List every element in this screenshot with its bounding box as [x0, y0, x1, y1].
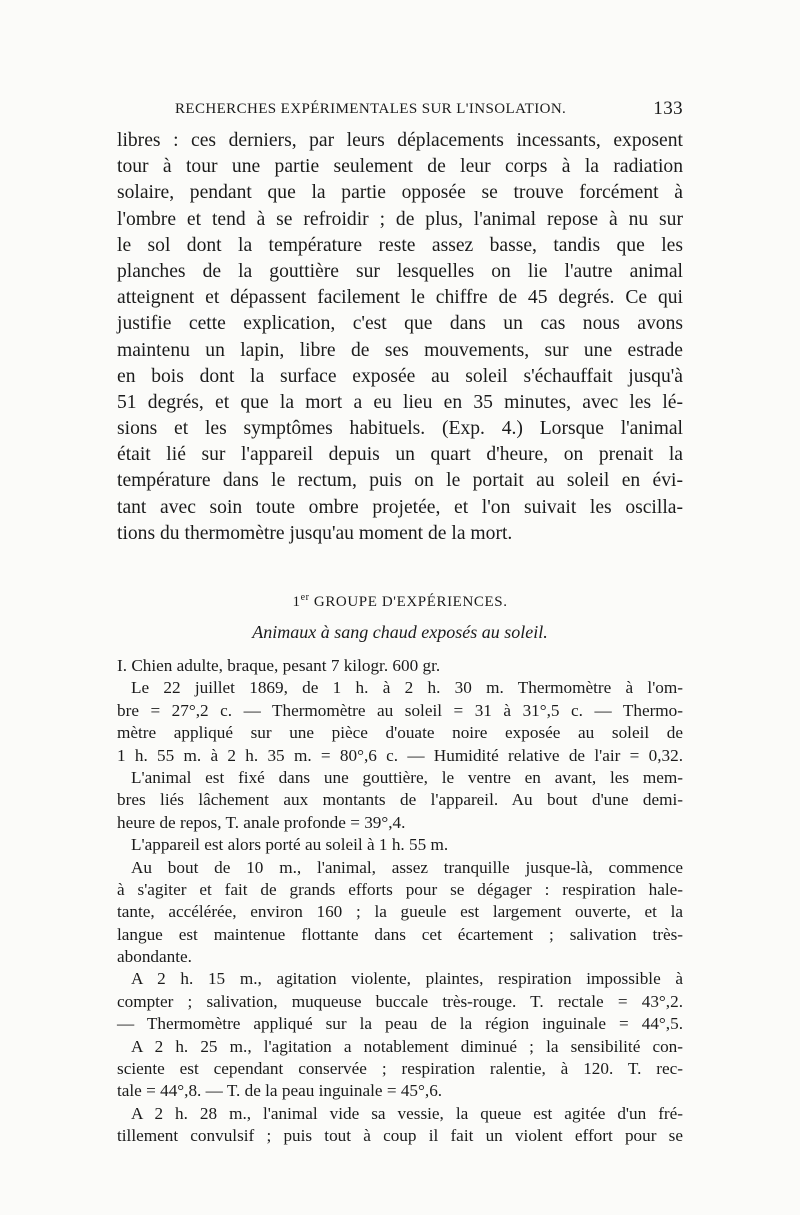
body-paragraph: [117, 128, 683, 547]
experiment-line: bre = 27°,2 c. — Thermomètre au soleil = 31 à 31°,5 c. — Thermo-: [117, 700, 683, 720]
experiment-line: A 2 h. 15 m., agitation violente, plaintes, respiration impossible à: [131, 969, 683, 989]
experiment-line: — Thermomètre appliqué sur la peau de la région inguinale = 44°,5.: [117, 1014, 683, 1034]
experiment-line: A 2 h. 25 m., l'agitation a notablement diminué ; la sensibilité con-: [131, 1036, 683, 1056]
body-line: maintenu un lapin, libre de ses mouvements, sur une estrade: [117, 339, 683, 361]
body-line: 51 degrés, et que la mort a eu lieu en 35 minutes, avec les lé-: [117, 391, 683, 413]
body-line: atteignent et dépassent facilement le chiffre de 45 degrés. Ce qui: [117, 287, 683, 309]
experiment-line: 1 h. 55 m. à 2 h. 35 m. = 80°,6 c. — Humidité relative de l'air = 0,32.: [117, 745, 683, 765]
experiment-line: à s'agiter et fait de grands efforts pour se dégager : respiration hale-: [117, 879, 683, 899]
experiment-line: tillement convulsif ; puis tout à coup il fait un violent effort pour se: [117, 1126, 683, 1146]
body-line: justifie cette explication, c'est que dans un cas nous avons: [117, 313, 683, 335]
body-line: libres : ces derniers, par leurs déplacements incessants, exposent: [117, 130, 683, 151]
experiment-line: tante, accélérée, environ 160 ; la gueule est largement ouverte, et la: [117, 902, 683, 922]
experiment-line: Au bout de 10 m., l'animal, assez tranquille jusque-là, commence: [131, 857, 683, 877]
body-line: l'ombre et tend à se refroidir ; de plus, l'animal repose à nu sur: [117, 208, 683, 230]
section-subtitle: Animaux à sang chaud exposés au soleil.: [252, 622, 548, 642]
body-line: température dans le rectum, puis on le portait au soleil en évi-: [117, 470, 683, 492]
body-line: solaire, pendant que la partie opposée se trouve forcément à: [117, 182, 683, 204]
experiment-line: sciente est cependant conservée ; respiration ralentie, à 120. T. rec-: [117, 1059, 683, 1079]
experiment-line: abondante.: [117, 947, 192, 967]
body-line: tant avec soin toute ombre projetée, et l'on suivait les oscilla-: [117, 496, 683, 518]
experiment-line: I. Chien adulte, braque, pesant 7 kilogr. 600 gr.: [117, 656, 441, 675]
page-number: 133: [653, 98, 683, 119]
experiment-line: Le 22 juillet 1869, de 1 h. à 2 h. 30 m. Thermomètre à l'om-: [131, 678, 683, 698]
group-heading-ordinal: 1: [292, 594, 301, 610]
experiment-line: A 2 h. 28 m., l'animal vide sa vessie, la queue est agitée d'un fré-: [131, 1103, 683, 1123]
experiment-line: bres liés lâchement aux montants de l'appareil. Au bout d'une demi-: [117, 790, 683, 810]
body-line: en bois dont la surface exposée au soleil s'échauffait jusqu'à: [117, 365, 683, 387]
experiment-line: L'animal est fixé dans une gouttière, le ventre en avant, les mem-: [131, 767, 683, 787]
experiment-record: [117, 655, 683, 1148]
experiment-line: tale = 44°,8. — T. de la peau inguinale = 45°,6.: [117, 1081, 443, 1101]
experiment-line: mètre appliqué sur une pièce d'ouate noire exposée au soleil de: [117, 723, 683, 743]
body-line: le sol dont la température reste assez basse, tandis que les: [117, 234, 683, 256]
body-line: planches de la gouttière sur lesquelles on lie l'autre animal: [117, 260, 683, 282]
body-line: tions du thermomètre jusqu'au moment de la mort.: [117, 522, 513, 544]
experiment-line: L'appareil est alors porté au soleil à 1 h. 55 m.: [131, 835, 449, 855]
experiment-line: langue est maintenue flottante dans cet écartement ; salivation très-: [117, 924, 683, 944]
group-heading-text: GROUPE D'EXPÉRIENCES.: [313, 594, 508, 610]
group-heading-ordinal-suffix: er: [300, 592, 310, 603]
experiment-line: compter ; salivation, muqueuse buccale très-rouge. T. rectale = 43°,2.: [117, 991, 683, 1011]
body-line: était lié sur l'appareil depuis un quart d'heure, on prenait la: [117, 444, 683, 466]
running-head: [117, 94, 683, 124]
body-line: tour à tour une partie seulement de leur corps à la radiation: [117, 156, 683, 178]
running-head-title: RECHERCHES EXPÉRIMENTALES SUR L'INSOLATION.: [175, 101, 567, 117]
body-line: sions et les symptômes habituels. (Exp. 4.) Lorsque l'animal: [117, 418, 683, 440]
group-heading: [117, 586, 683, 614]
experiment-line: heure de repos, T. anale profonde = 39°,4.: [117, 812, 406, 832]
